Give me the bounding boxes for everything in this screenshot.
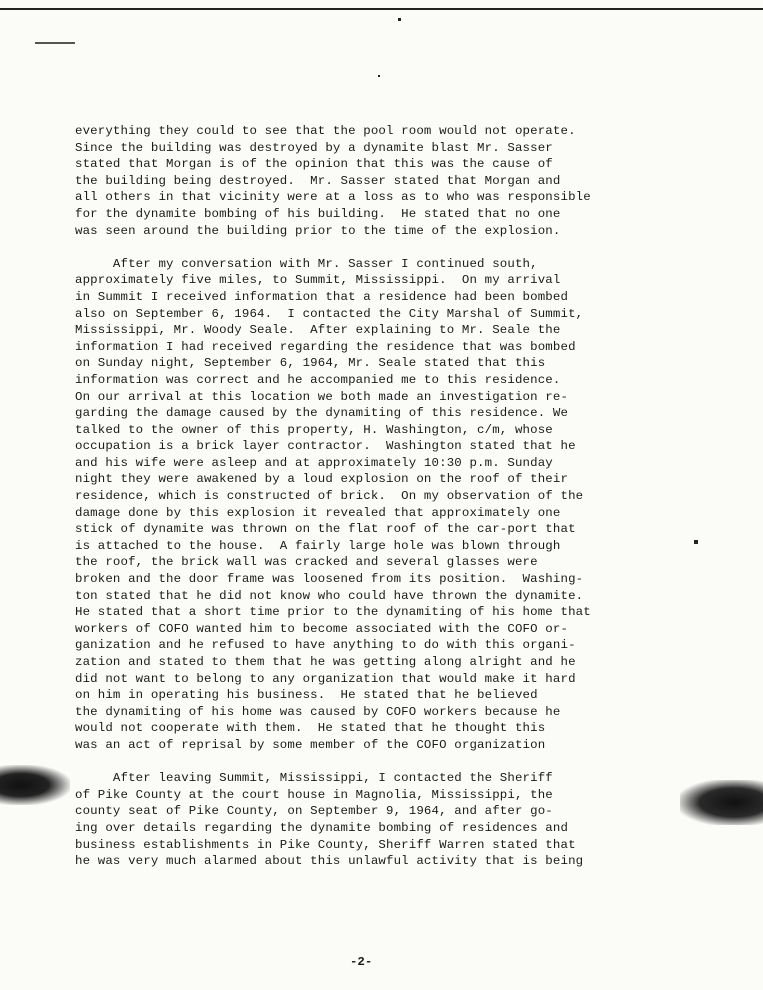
text-line: zation and stated to them that he was getting along alright and he (75, 655, 576, 669)
text-line: night they were awakened by a loud explosion on the roof of their (75, 472, 569, 487)
text-line: residence, which is constructed of brick. On my observation of the (75, 489, 584, 504)
text-line: the roof, the brick wall was cracked and several glasses were (75, 555, 538, 570)
text-line: information was correct and he accompanied me to this residence. (75, 372, 561, 387)
top-edge-line (0, 0, 763, 10)
text-line: ing over details regarding the dynamite bombing of residences and (75, 820, 569, 835)
text-line: On our arrival at this location we both made an investigation re- (75, 389, 569, 404)
text-line: He stated that a short time prior to the dynamiting of his home that (75, 605, 591, 620)
paragraph-gap (75, 754, 695, 771)
text-line: also on September 6, 1964. I contacted the City Marshal of Summit, (75, 306, 584, 321)
text-line: occupation is a brick layer contractor. Washington stated that he (75, 439, 576, 454)
text-line: garding the damage caused by the dynamiting of this residence. We (75, 406, 569, 421)
text-line: the dynamiting of his home was caused by COFO workers because he (75, 704, 561, 719)
paragraph (75, 123, 695, 239)
scan-mark (35, 42, 75, 44)
text-line: ganization and he refused to have anything to do with this organi- (75, 638, 576, 653)
text-line: he was very much alarmed about this unlawful activity that is being (75, 854, 584, 869)
text-line: business establishments in Pike County, Sheriff Warren stated that (75, 837, 576, 852)
text-line: on him in operating his business. He stated that he believed (75, 688, 538, 703)
text-line: is attached to the house. A fairly large hole was blown through (75, 538, 561, 553)
text-line: ton stated that he did not know who could have thrown the dynamite. (75, 588, 584, 603)
text-line: on Sunday night, September 6, 1964, Mr. Seale stated that this (75, 356, 546, 371)
paragraph-gap (75, 239, 695, 256)
text-line: did not want to belong to any organization that would make it hard (75, 671, 576, 686)
page-number: -2- (350, 955, 373, 969)
paragraph (75, 256, 695, 754)
text-line: in Summit I received information that a residence had been bombed (75, 289, 569, 304)
text-line: was an act of reprisal by some member of the COFO organization (75, 737, 546, 752)
text-line: for the dynamite bombing of his building. He stated that no one (75, 206, 561, 221)
text-line: approximately five miles, to Summit, Mississippi. On my arrival (75, 273, 561, 288)
text-line: county seat of Pike County, on September 9, 1964, and after go- (75, 804, 553, 819)
text-line: stick of dynamite was thrown on the flat roof of the car-port that (75, 522, 576, 537)
text-line: damage done by this explosion it revealed that approximately one (75, 505, 561, 520)
text-line: After leaving Summit, Mississippi, I contacted the Sheriff (75, 771, 553, 786)
text-line: was seen around the building prior to the time of the explosion. (75, 223, 561, 238)
text-line: information I had received regarding the residence that was bombed (75, 339, 576, 354)
document-body (75, 123, 695, 870)
text-line: everything they could to see that the pool room would not operate. (75, 124, 576, 138)
paragraph (75, 770, 695, 870)
text-line: the building being destroyed. Mr. Sasser stated that Morgan and (75, 173, 561, 188)
text-line: all others in that vicinity were at a loss as to who was responsible (75, 190, 591, 205)
text-line: After my conversation with Mr. Sasser I continued south, (75, 256, 538, 271)
scan-speck (398, 18, 401, 21)
text-line: stated that Morgan is of the opinion that this was the cause of (75, 157, 553, 172)
text-line: talked to the owner of this property, H. Washington, c/m, whose (75, 422, 553, 437)
text-line: broken and the door frame was loosened from its position. Washing- (75, 572, 584, 587)
text-line: and his wife were asleep and at approximately 10:30 p.m. Sunday (75, 455, 553, 470)
text-line: would not cooperate with them. He stated that he thought this (75, 721, 546, 736)
scan-speck (378, 75, 380, 77)
text-line: Since the building was destroyed by a dynamite blast Mr. Sasser (75, 140, 553, 155)
scan-smudge-left (0, 765, 70, 805)
text-line: of Pike County at the court house in Magnolia, Mississippi, the (75, 787, 553, 802)
text-line: Mississippi, Mr. Woody Seale. After explaining to Mr. Seale the (75, 323, 561, 338)
text-line: workers of COFO wanted him to become associated with the COFO or- (75, 621, 569, 636)
